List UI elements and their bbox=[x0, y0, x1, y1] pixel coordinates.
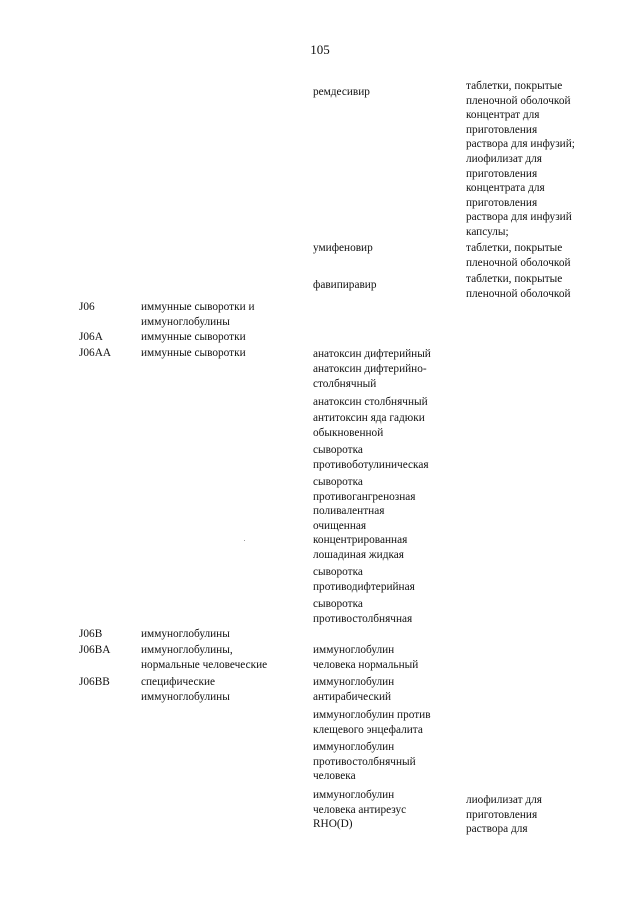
atc-class-name: иммунные сыворотки и иммуноглобулины bbox=[141, 301, 255, 328]
drug-name: анатоксин дифтерийный bbox=[313, 348, 431, 360]
drug-name: анатоксин дифтерийно- столбнячный bbox=[313, 363, 427, 390]
drug-name: иммуноглобулин против клещевого энцефалита bbox=[313, 709, 431, 736]
atc-code: J06AA bbox=[79, 347, 112, 359]
atc-code: J06A bbox=[79, 331, 103, 343]
drug-name: анатоксин столбнячный bbox=[313, 396, 428, 408]
atc-class-name: специфические иммуноглобулины bbox=[141, 676, 230, 703]
drug-name: фавипиравир bbox=[313, 279, 377, 291]
dosage-form: таблетки, покрытые пленочной оболочкой bbox=[466, 242, 571, 269]
atc-code: J06B bbox=[79, 628, 103, 640]
drug-name: умифеновир bbox=[313, 242, 373, 254]
atc-class-name: иммуноглобулины bbox=[141, 628, 230, 640]
drug-name: иммуноглобулин противостолбнячный человека bbox=[313, 741, 416, 783]
dosage-form: таблетки, покрытые пленочной оболочкой bbox=[466, 273, 571, 300]
drug-name: сыворотка противогангренозная поливалентная очищенная концентрированная лошадиная жидкая bbox=[313, 476, 416, 561]
drug-name: сыворотка противодифтерийная bbox=[313, 566, 415, 593]
drug-name: иммуноглобулин человека нормальный bbox=[313, 644, 419, 671]
atc-code: J06BB bbox=[79, 676, 110, 688]
scan-speck bbox=[244, 540, 245, 541]
atc-code: J06BA bbox=[79, 644, 111, 656]
drug-name: антитоксин яда гадюки обыкновенной bbox=[313, 412, 425, 439]
atc-class-name: иммунные сыворотки bbox=[141, 347, 246, 359]
drug-name: иммуноглобулин человека антирезус RHO(D) bbox=[313, 789, 407, 831]
drug-name: сыворотка противоботулиническая bbox=[313, 444, 429, 471]
dosage-form: лиофилизат для приготовления раствора для bbox=[466, 794, 542, 836]
dosage-form: таблетки, покрытые пленочной оболочкой концентрат для приготовления раствора для инфузий; лиофилизат для приготовления концентрата для приготовления раствора для инфузий капсулы; bbox=[466, 80, 575, 238]
atc-code: J06 bbox=[79, 301, 95, 313]
drug-name: иммуноглобулин антирабический bbox=[313, 676, 395, 703]
page-number: 105 bbox=[310, 42, 330, 57]
drug-name: сыворотка противостолбнячная bbox=[313, 598, 413, 625]
atc-class-name: иммуноглобулины, нормальные человеческие bbox=[141, 644, 268, 671]
atc-class-name: иммунные сыворотки bbox=[141, 331, 246, 343]
drug-name: ремдесивир bbox=[313, 86, 370, 98]
